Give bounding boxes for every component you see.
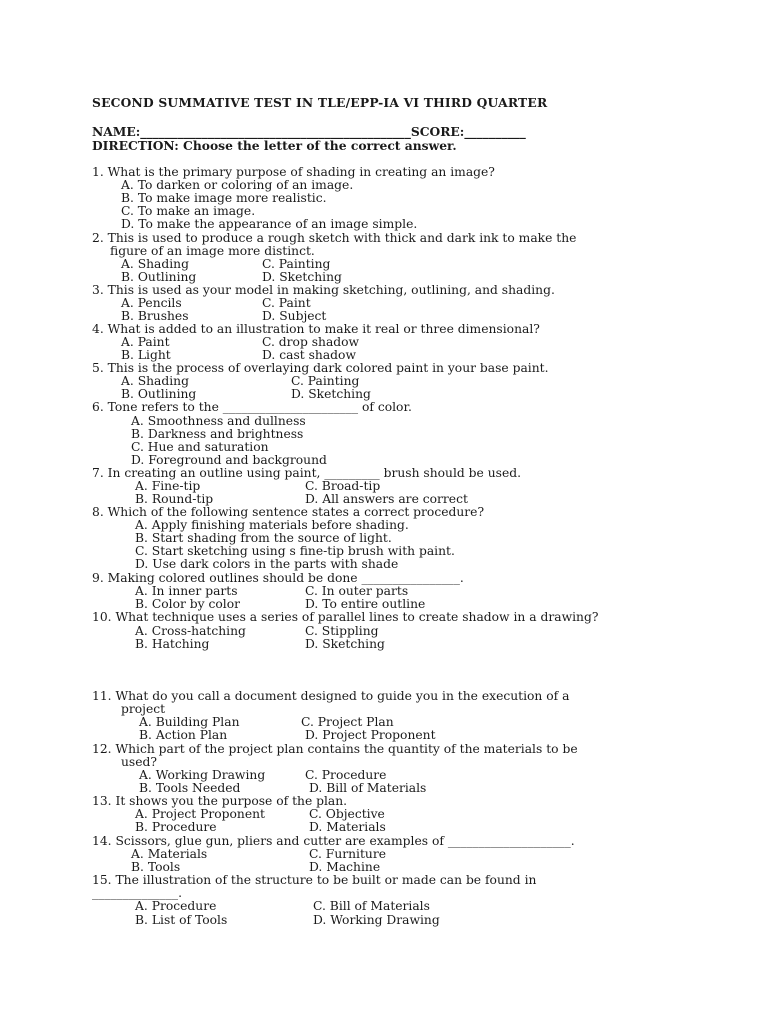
choice-15b: B. List of Tools [135, 913, 228, 927]
choice-14d: D. Machine [309, 860, 381, 874]
choice-1b: B. To make image more realistic. [121, 191, 327, 205]
choice-4d: D. cast shadow [262, 348, 356, 362]
question-9: 9. Making colored outlines should be done ________________. [92, 571, 464, 585]
choice-2b: B. Outlining [121, 270, 197, 284]
choice-9a: A. In inner parts [135, 584, 238, 598]
question-12: 12. Which part of the project plan contains the quantity of the materials to be [92, 742, 578, 756]
choice-4c: C. drop shadow [262, 335, 360, 349]
choice-6a: A. Smoothness and dullness [131, 414, 306, 428]
question-7: 7. In creating an outline using paint, _________ brush should be used. [92, 466, 522, 480]
choice-9d: D. To entire outline [305, 597, 426, 611]
test-title: SECOND SUMMATIVE TEST IN TLE/EPP-IA VI THIRD QUARTER [92, 95, 548, 110]
choice-10a: A. Cross-hatching [135, 624, 246, 638]
choice-2a: A. Shading [121, 257, 189, 271]
choice-5a: A. Shading [121, 374, 189, 388]
question-11: 11. What do you call a document designed to guide you in the execution of a [92, 689, 570, 703]
direction: DIRECTION: Choose the letter of the correct answer. [92, 138, 457, 153]
choice-7d: D. All answers are correct [305, 492, 468, 506]
choice-3d: D. Subject [262, 309, 327, 323]
choice-5b: B. Outlining [121, 387, 197, 401]
choice-14c: C. Furniture [309, 847, 386, 861]
question-8: 8. Which of the following sentence states a correct procedure? [92, 505, 485, 519]
choice-8d: D. Use dark colors in the parts with shade [135, 557, 399, 571]
choice-11d: D. Project Proponent [305, 728, 436, 742]
choice-7a: A. Fine-tip [135, 479, 201, 493]
question-13: 13. It shows you the purpose of the plan. [92, 794, 348, 808]
question-6: 6. Tone refers to the ______________________ of color. [92, 400, 412, 414]
choice-3b: B. Brushes [121, 309, 189, 323]
choice-8c: C. Start sketching using s fine-tip brush with paint. [135, 544, 455, 558]
question-14: 14. Scissors, glue gun, pliers and cutter are examples of ____________________. [92, 834, 575, 848]
choice-12d: D. Bill of Materials [309, 781, 427, 795]
choice-10b: B. Hatching [135, 637, 210, 651]
choice-10c: C. Stippling [305, 624, 379, 638]
question-11-cont: project [121, 702, 166, 716]
name-score-line: NAME:____________________________________________SCORE:__________ [92, 124, 526, 139]
question-1: 1. What is the primary purpose of shading in creating an image? [92, 165, 495, 179]
choice-10d: D. Sketching [305, 637, 385, 651]
choice-6b: B. Darkness and brightness [131, 427, 304, 441]
choice-13a: A. Project Proponent [135, 807, 265, 821]
choice-1c: C. To make an image. [121, 204, 256, 218]
choice-7c: C. Broad-tip [305, 479, 381, 493]
choice-13b: B. Procedure [135, 820, 217, 834]
choice-5c: C. Painting [291, 374, 360, 388]
question-15: 15. The illustration of the structure to be built or made can be found in [92, 873, 537, 887]
choice-11a: A. Building Plan [139, 715, 240, 729]
choice-15c: C. Bill of Materials [313, 899, 430, 913]
choice-4b: B. Light [121, 348, 171, 362]
choice-3c: C. Paint [262, 296, 311, 310]
question-5: 5. This is the process of overlaying dark colored paint in your base paint. [92, 361, 549, 375]
choice-2c: C. Painting [262, 257, 331, 271]
question-15-cont: ______________. [92, 886, 182, 900]
choice-15a: A. Procedure [135, 899, 217, 913]
choice-6d: D. Foreground and background [131, 453, 327, 467]
choice-11b: B. Action Plan [139, 728, 228, 742]
question-10: 10. What technique uses a series of parallel lines to create shadow in a drawing? [92, 610, 599, 624]
choice-9c: C. In outer parts [305, 584, 409, 598]
question-3: 3. This is used as your model in making sketching, outlining, and shading. [92, 283, 555, 297]
choice-13c: C. Objective [309, 807, 385, 821]
question-2: 2. This is used to produce a rough sketch with thick and dark ink to make the [92, 231, 577, 245]
choice-14b: B. Tools [131, 860, 181, 874]
choice-1d: D. To make the appearance of an image simple. [121, 217, 418, 231]
choice-9b: B. Color by color [135, 597, 241, 611]
question-12-cont: used? [121, 755, 157, 769]
choice-1a: A. To darken or coloring of an image. [121, 178, 354, 192]
choice-12a: A. Working Drawing [139, 768, 266, 782]
choice-13d: D. Materials [309, 820, 386, 834]
choice-5d: D. Sketching [291, 387, 371, 401]
question-2-cont: figure of an image more distinct. [110, 244, 315, 258]
choice-7b: B. Round-tip [135, 492, 214, 506]
choice-12b: B. Tools Needed [139, 781, 241, 795]
choice-8a: A. Apply finishing materials before shading. [135, 518, 409, 532]
choice-6c: C. Hue and saturation [131, 440, 269, 454]
choice-15d: D. Working Drawing [313, 913, 440, 927]
choice-12c: C. Procedure [305, 768, 387, 782]
choice-3a: A. Pencils [121, 296, 182, 310]
choice-11c: C. Project Plan [301, 715, 394, 729]
choice-4a: A. Paint [121, 335, 170, 349]
choice-14a: A. Materials [131, 847, 208, 861]
choice-2d: D. Sketching [262, 270, 342, 284]
choice-8b: B. Start shading from the source of light. [135, 531, 392, 545]
question-4: 4. What is added to an illustration to make it real or three dimensional? [92, 322, 540, 336]
